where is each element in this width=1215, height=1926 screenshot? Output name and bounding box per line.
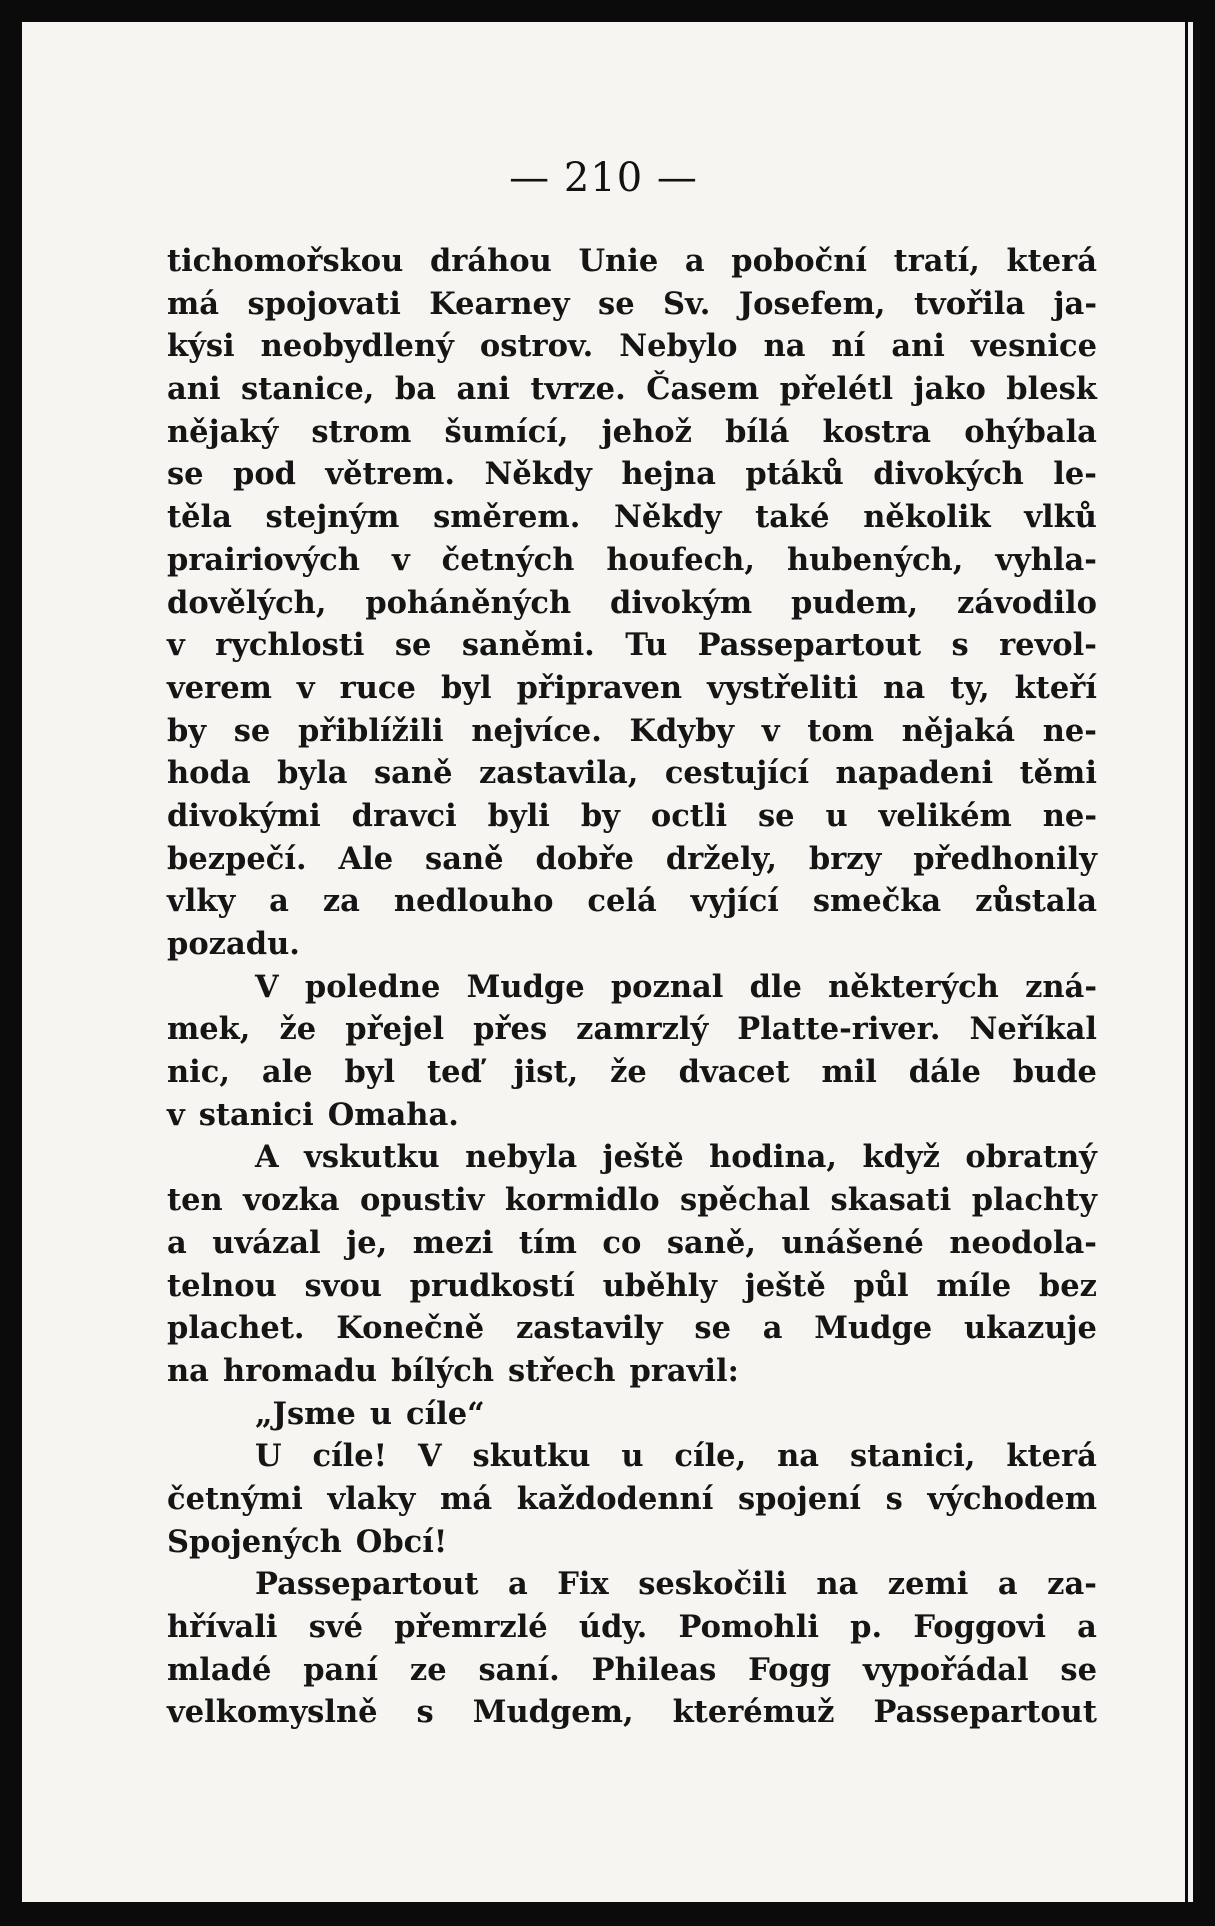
word: u	[825, 797, 848, 834]
text-line	[167, 1478, 1097, 1521]
body-text	[167, 240, 1097, 1734]
word: zastavily	[515, 1310, 663, 1347]
word: saněmi.	[461, 627, 595, 664]
word: ne-	[1042, 797, 1097, 834]
word: východem	[927, 1480, 1097, 1517]
word: která	[1006, 1438, 1097, 1475]
word: poboční	[731, 243, 867, 279]
word: Ale	[338, 840, 394, 877]
word: kormidlo	[504, 1182, 660, 1219]
word: tvořila	[913, 285, 1026, 322]
word: dobře	[535, 840, 634, 877]
word: stanice,	[241, 371, 375, 408]
word: seskočili	[638, 1566, 787, 1603]
word: stejným	[265, 499, 400, 536]
word: tichomořskou	[167, 243, 404, 279]
word: některých	[828, 968, 999, 1005]
word: nebyla	[465, 1139, 578, 1176]
word: dvacet	[678, 1054, 790, 1091]
word: každodenní	[516, 1480, 714, 1517]
word: Mudge	[466, 968, 585, 1005]
text-line	[167, 667, 1097, 710]
word: vlky	[167, 883, 236, 920]
word: dle	[749, 968, 802, 1005]
word: přiblížili	[298, 712, 444, 749]
text-line	[167, 1606, 1097, 1649]
word: saně	[425, 840, 504, 877]
text-line	[167, 539, 1097, 582]
word: v	[761, 712, 780, 749]
word: nějaká	[901, 712, 1015, 749]
word: střech	[508, 1352, 616, 1389]
word: kteří	[1014, 669, 1097, 706]
word: divokými	[167, 797, 321, 834]
word: a	[1077, 1609, 1097, 1645]
word: dravci	[351, 797, 457, 834]
word: vskutku	[304, 1139, 440, 1176]
word: tvrze.	[530, 371, 626, 408]
word: Nebylo	[619, 328, 738, 365]
word: „Jsme	[255, 1395, 356, 1432]
word: má	[167, 285, 220, 322]
word: vyjící	[690, 883, 779, 920]
word: poznal	[610, 968, 724, 1005]
word: zemi	[887, 1566, 969, 1603]
word: strom	[311, 413, 412, 450]
word: Tu	[625, 627, 668, 664]
word: ukazuje	[963, 1310, 1097, 1347]
word: houfech,	[606, 541, 755, 578]
text-line	[167, 240, 1097, 283]
word: vyhla-	[995, 541, 1097, 578]
word: prairiových	[167, 541, 360, 578]
word: cestující	[664, 755, 810, 792]
word: kterémuž	[672, 1694, 835, 1731]
word: má	[440, 1480, 493, 1517]
word: spojení	[737, 1480, 861, 1517]
word: hejna	[621, 456, 716, 493]
text-line	[167, 496, 1097, 539]
text-line	[167, 1649, 1097, 1692]
word: vlaky	[327, 1480, 416, 1517]
word: nějaký	[167, 413, 279, 450]
word: uběhly	[602, 1267, 717, 1304]
word: pravil:	[629, 1352, 739, 1389]
word: Mudge	[814, 1310, 933, 1347]
word: přes	[473, 1011, 548, 1048]
word: mladé	[167, 1651, 272, 1688]
word: větrem.	[325, 456, 456, 493]
word: ruce	[339, 669, 416, 706]
word: se	[394, 627, 432, 664]
word: a	[997, 1566, 1018, 1603]
word: revol-	[999, 627, 1097, 664]
word: hoda	[167, 755, 251, 792]
word: ještě	[744, 1267, 826, 1304]
word: u	[621, 1438, 644, 1475]
word: vypořádal	[862, 1651, 1029, 1688]
word: s	[885, 1480, 903, 1517]
word: své	[308, 1609, 364, 1645]
word: ale	[261, 1054, 313, 1091]
word: a	[508, 1566, 528, 1603]
word: saní.	[478, 1651, 560, 1688]
word: p.	[850, 1609, 883, 1645]
word: by	[580, 797, 620, 834]
word: plachty	[971, 1182, 1097, 1219]
word: by	[167, 712, 207, 749]
word: hromadu	[222, 1352, 378, 1389]
word: v	[391, 541, 410, 578]
word: tratí,	[893, 243, 980, 279]
word: Fix	[557, 1566, 609, 1603]
word: nejvíce.	[471, 712, 602, 749]
text-line	[167, 1563, 1097, 1606]
word: rychlosti	[215, 627, 365, 664]
word: dráhou	[429, 243, 552, 279]
word: velkomyslně	[167, 1694, 378, 1731]
word: unášené	[781, 1224, 924, 1261]
text-line	[167, 1136, 1097, 1179]
word: za	[322, 883, 360, 920]
text-line	[167, 838, 1097, 881]
word: bílá	[725, 413, 790, 450]
word: když	[862, 1139, 940, 1176]
word: stanici	[198, 1096, 314, 1133]
word: Neříkal	[969, 1011, 1097, 1048]
word: cíle,	[674, 1438, 747, 1475]
word: Omaha.	[327, 1096, 459, 1133]
word: plachet.	[167, 1310, 305, 1347]
word: poháněných	[365, 584, 572, 621]
text-line	[167, 795, 1097, 838]
word: držely,	[665, 840, 777, 877]
text-line	[167, 411, 1097, 454]
word: připraven	[516, 669, 683, 706]
word: na	[777, 1438, 820, 1475]
text-line	[167, 966, 1097, 1009]
text-line	[167, 1393, 1097, 1436]
word: přelétl	[779, 371, 894, 408]
text-line	[167, 325, 1097, 368]
word: v	[296, 669, 315, 706]
word: prudkostí	[409, 1267, 575, 1304]
word: pudem,	[791, 584, 919, 621]
word: cíle!	[312, 1438, 388, 1475]
word: zastavila,	[478, 755, 639, 792]
word: bez	[1038, 1267, 1097, 1304]
word: blesk	[1006, 371, 1097, 408]
word: Josefem,	[738, 285, 886, 322]
word: se	[167, 456, 204, 493]
word: se	[758, 797, 795, 834]
word: a	[684, 243, 705, 279]
word: vystřeliti	[707, 669, 859, 706]
word: že	[610, 1054, 647, 1091]
page-number: — 210 —	[509, 155, 698, 201]
word: tím	[518, 1224, 577, 1261]
word: ze	[409, 1651, 447, 1688]
word: vozka	[243, 1182, 340, 1219]
word: mezi	[412, 1224, 494, 1261]
text-line	[167, 1307, 1097, 1350]
text-line	[167, 1051, 1097, 1094]
text-line	[167, 1691, 1097, 1734]
word: s	[951, 627, 969, 664]
word: spěchal	[680, 1182, 811, 1219]
text-line	[167, 1008, 1097, 1051]
word: Obcí!	[355, 1523, 448, 1560]
word: Passepartout	[697, 627, 922, 664]
word: ještě	[602, 1139, 684, 1176]
word: neobydlený	[260, 328, 454, 365]
word: hřívali	[167, 1609, 278, 1645]
word: ani	[891, 328, 945, 365]
word: se	[233, 712, 271, 749]
text-line	[167, 710, 1097, 753]
word: bílých	[391, 1352, 495, 1389]
word: pozadu.	[167, 926, 300, 962]
text-line	[167, 582, 1097, 625]
text-line	[167, 1521, 1097, 1564]
word: spojovati	[247, 285, 401, 322]
word: také	[755, 499, 830, 536]
word: ohýbala	[964, 413, 1097, 450]
word: závodilo	[957, 584, 1097, 621]
word: půl	[853, 1267, 909, 1304]
word: Spojených	[167, 1523, 342, 1560]
text-line	[167, 624, 1097, 667]
word: Passepartout	[255, 1566, 479, 1603]
word: se	[598, 285, 635, 322]
word: vlků	[1024, 499, 1097, 536]
word: stanici,	[849, 1438, 976, 1475]
word: ja-	[1053, 285, 1097, 322]
word: skutku	[472, 1438, 591, 1475]
word: přemrzlé	[394, 1609, 548, 1645]
word: Platte-river.	[737, 1011, 941, 1048]
word: vesnice	[970, 328, 1097, 365]
word: zamrzlý	[576, 1011, 709, 1048]
word: na	[883, 669, 926, 706]
word: kýsi	[167, 328, 235, 365]
word: která	[1006, 243, 1097, 279]
page-edge	[1188, 22, 1193, 1902]
word: Unie	[578, 243, 659, 279]
word: předhonily	[913, 840, 1097, 877]
word: a	[269, 883, 289, 920]
word: ani	[456, 371, 510, 408]
word: ba	[394, 371, 436, 408]
word: jist,	[513, 1054, 579, 1091]
word: ani	[167, 371, 221, 408]
word: dále	[908, 1054, 981, 1091]
text-line	[167, 1435, 1097, 1478]
word: Konečně	[336, 1310, 485, 1347]
word: na	[816, 1566, 859, 1603]
text-line	[167, 453, 1097, 496]
word: U	[255, 1438, 282, 1475]
word: tom	[807, 712, 875, 749]
word: mil	[821, 1054, 877, 1091]
word: Foggovi	[913, 1609, 1046, 1645]
text-line	[167, 1179, 1097, 1222]
word: Kearney	[429, 285, 570, 322]
word: je,	[346, 1224, 388, 1261]
word: že	[279, 1011, 317, 1048]
word: Mudgem,	[472, 1694, 634, 1731]
word: velikém	[878, 797, 1012, 834]
word: uvázal	[212, 1224, 321, 1261]
word: jehož	[601, 413, 692, 450]
word: a	[167, 1224, 187, 1261]
word: saně,	[666, 1224, 756, 1261]
word: brzy	[808, 840, 882, 877]
word: Někdy	[614, 499, 722, 536]
word: divokým	[610, 584, 753, 621]
word: A	[255, 1139, 279, 1176]
word: pod	[233, 456, 296, 493]
word: na	[167, 1352, 209, 1389]
word: byla	[277, 755, 348, 792]
word: teď	[426, 1054, 482, 1091]
text-line	[167, 880, 1097, 923]
word: co	[602, 1224, 642, 1261]
word: hubených,	[786, 541, 964, 578]
word: hodina,	[709, 1139, 838, 1176]
text-line	[167, 283, 1097, 326]
word: skasati	[830, 1182, 952, 1219]
word: celá	[587, 883, 657, 920]
word: několik	[863, 499, 991, 536]
word: ptáků	[745, 456, 844, 493]
text-line	[167, 1094, 1097, 1137]
word: Fogg	[748, 1651, 832, 1688]
word: v	[167, 627, 185, 664]
word: byli	[487, 797, 550, 834]
word: V	[417, 1438, 442, 1475]
word: verem	[167, 669, 272, 706]
word: směrem.	[433, 499, 581, 536]
word: mek,	[167, 1011, 251, 1048]
word: míle	[936, 1267, 1012, 1304]
word: nedlouho	[393, 883, 554, 920]
word: Phileas	[591, 1651, 717, 1688]
word: zůstala	[975, 883, 1097, 920]
word: Sv.	[663, 285, 711, 322]
word: neodola-	[949, 1224, 1097, 1261]
word: Pomohli	[678, 1609, 819, 1645]
word: v	[167, 1096, 185, 1133]
word: obratný	[965, 1139, 1097, 1176]
word: telnou	[167, 1267, 277, 1304]
word: le-	[1053, 456, 1097, 493]
word: bude	[1012, 1054, 1097, 1091]
word: s	[416, 1694, 434, 1731]
word: poledne	[304, 968, 441, 1005]
word: cíle“	[406, 1395, 485, 1432]
word: bezpečí.	[167, 840, 307, 877]
word: paní	[303, 1651, 379, 1688]
word: ní	[831, 328, 866, 365]
word: a	[762, 1310, 783, 1347]
word: četnými	[167, 1480, 303, 1517]
text-line	[167, 1265, 1097, 1308]
word: nic,	[167, 1054, 230, 1091]
word: přejel	[345, 1011, 445, 1048]
word: V	[255, 968, 279, 1005]
word: četných	[441, 541, 575, 578]
word: ten	[167, 1182, 223, 1219]
word: těmi	[1019, 755, 1097, 792]
word: opustiv	[359, 1182, 485, 1219]
word: divokých	[873, 456, 1024, 493]
text-line	[167, 1222, 1097, 1265]
word: Časem	[646, 371, 760, 408]
word: se	[1060, 1651, 1097, 1688]
word: Někdy	[484, 456, 592, 493]
text-line	[167, 368, 1097, 411]
word: napadeni	[835, 755, 994, 792]
word: šumící,	[444, 413, 569, 450]
word: ty,	[950, 669, 990, 706]
word: Passepartout	[873, 1694, 1097, 1731]
word: smečka	[812, 883, 942, 920]
word: zná-	[1025, 968, 1097, 1005]
word: octli	[650, 797, 728, 834]
word: dovělých,	[167, 584, 327, 621]
word: svou	[304, 1267, 382, 1304]
word: se	[694, 1310, 731, 1347]
word: saně	[373, 755, 453, 792]
word: kostra	[822, 413, 932, 450]
word: jako	[913, 371, 986, 408]
word: ostrov.	[479, 328, 594, 365]
word: u	[369, 1395, 393, 1432]
word: byl	[440, 669, 492, 706]
word: na	[763, 328, 806, 365]
text-line	[167, 923, 1097, 966]
word: Kdyby	[629, 712, 735, 749]
word: těla	[167, 499, 232, 536]
text-line	[167, 1350, 1097, 1393]
word: byl	[344, 1054, 396, 1091]
word: za-	[1047, 1566, 1097, 1603]
word: ne-	[1042, 712, 1097, 749]
word: údy.	[578, 1609, 648, 1645]
text-line	[167, 752, 1097, 795]
